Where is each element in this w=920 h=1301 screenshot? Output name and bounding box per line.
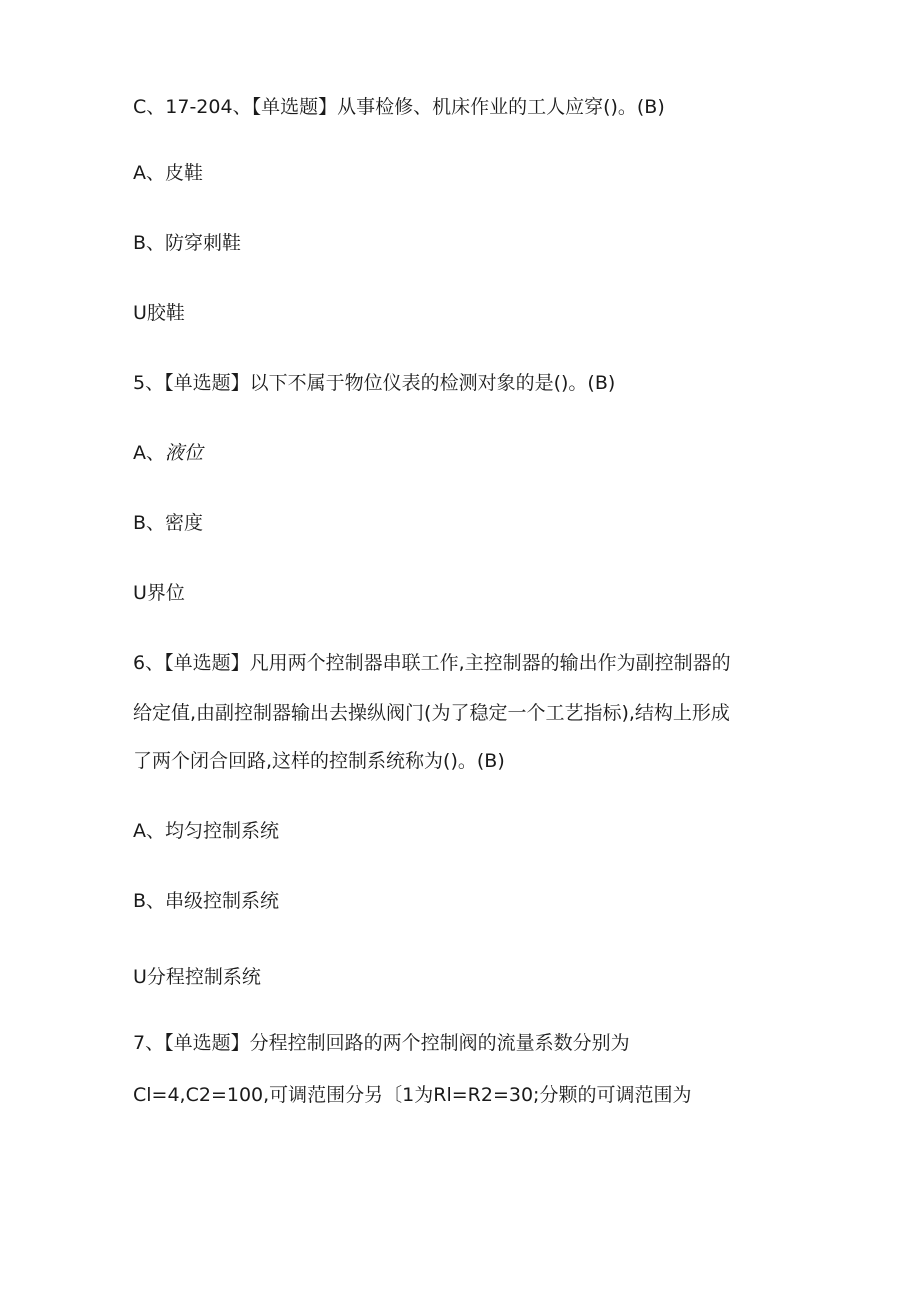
option-c: U分程控制系统 (133, 966, 261, 988)
option-b: B、密度 (133, 512, 204, 534)
question-stem: 5、【单选题】以下不属于物位仪表的检测对象的是()。(B) (133, 372, 616, 394)
question-stem-line: Cl=4,C2=100,可调范围分另〔1为Rl=R2=30;分颗的可调范围为 (133, 1084, 692, 1106)
option-c: U界位 (133, 582, 185, 604)
question-stem-line: 了两个闭合回路,这样的控制系统称为()。(B) (133, 750, 505, 772)
option-a: A、均匀控制系统 (133, 820, 279, 842)
question-stem-line: 6、【单选题】凡用两个控制器串联工作,主控制器的输出作为副控制器的 (133, 652, 731, 674)
option-c: U胶鞋 (133, 302, 185, 324)
question-stem: C、17-204、【单选题】从事检修、机床作业的工人应穿()。(B) (133, 96, 665, 118)
option-a: A、皮鞋 (133, 162, 203, 184)
option-a-text: 液位 (165, 442, 204, 464)
question-stem-line: 7、【单选题】分程控制回路的两个控制阀的流量系数分别为 (133, 1032, 630, 1054)
question-stem-line: 给定值,由副控制器输出去操纵阀门(为了稳定一个工艺指标),结构上形成 (133, 702, 730, 724)
option-b: B、串级控制系统 (133, 890, 280, 912)
option-a-prefix: A、 (133, 442, 165, 464)
option-a (133, 440, 203, 466)
option-b: B、防穿刺鞋 (133, 232, 242, 254)
